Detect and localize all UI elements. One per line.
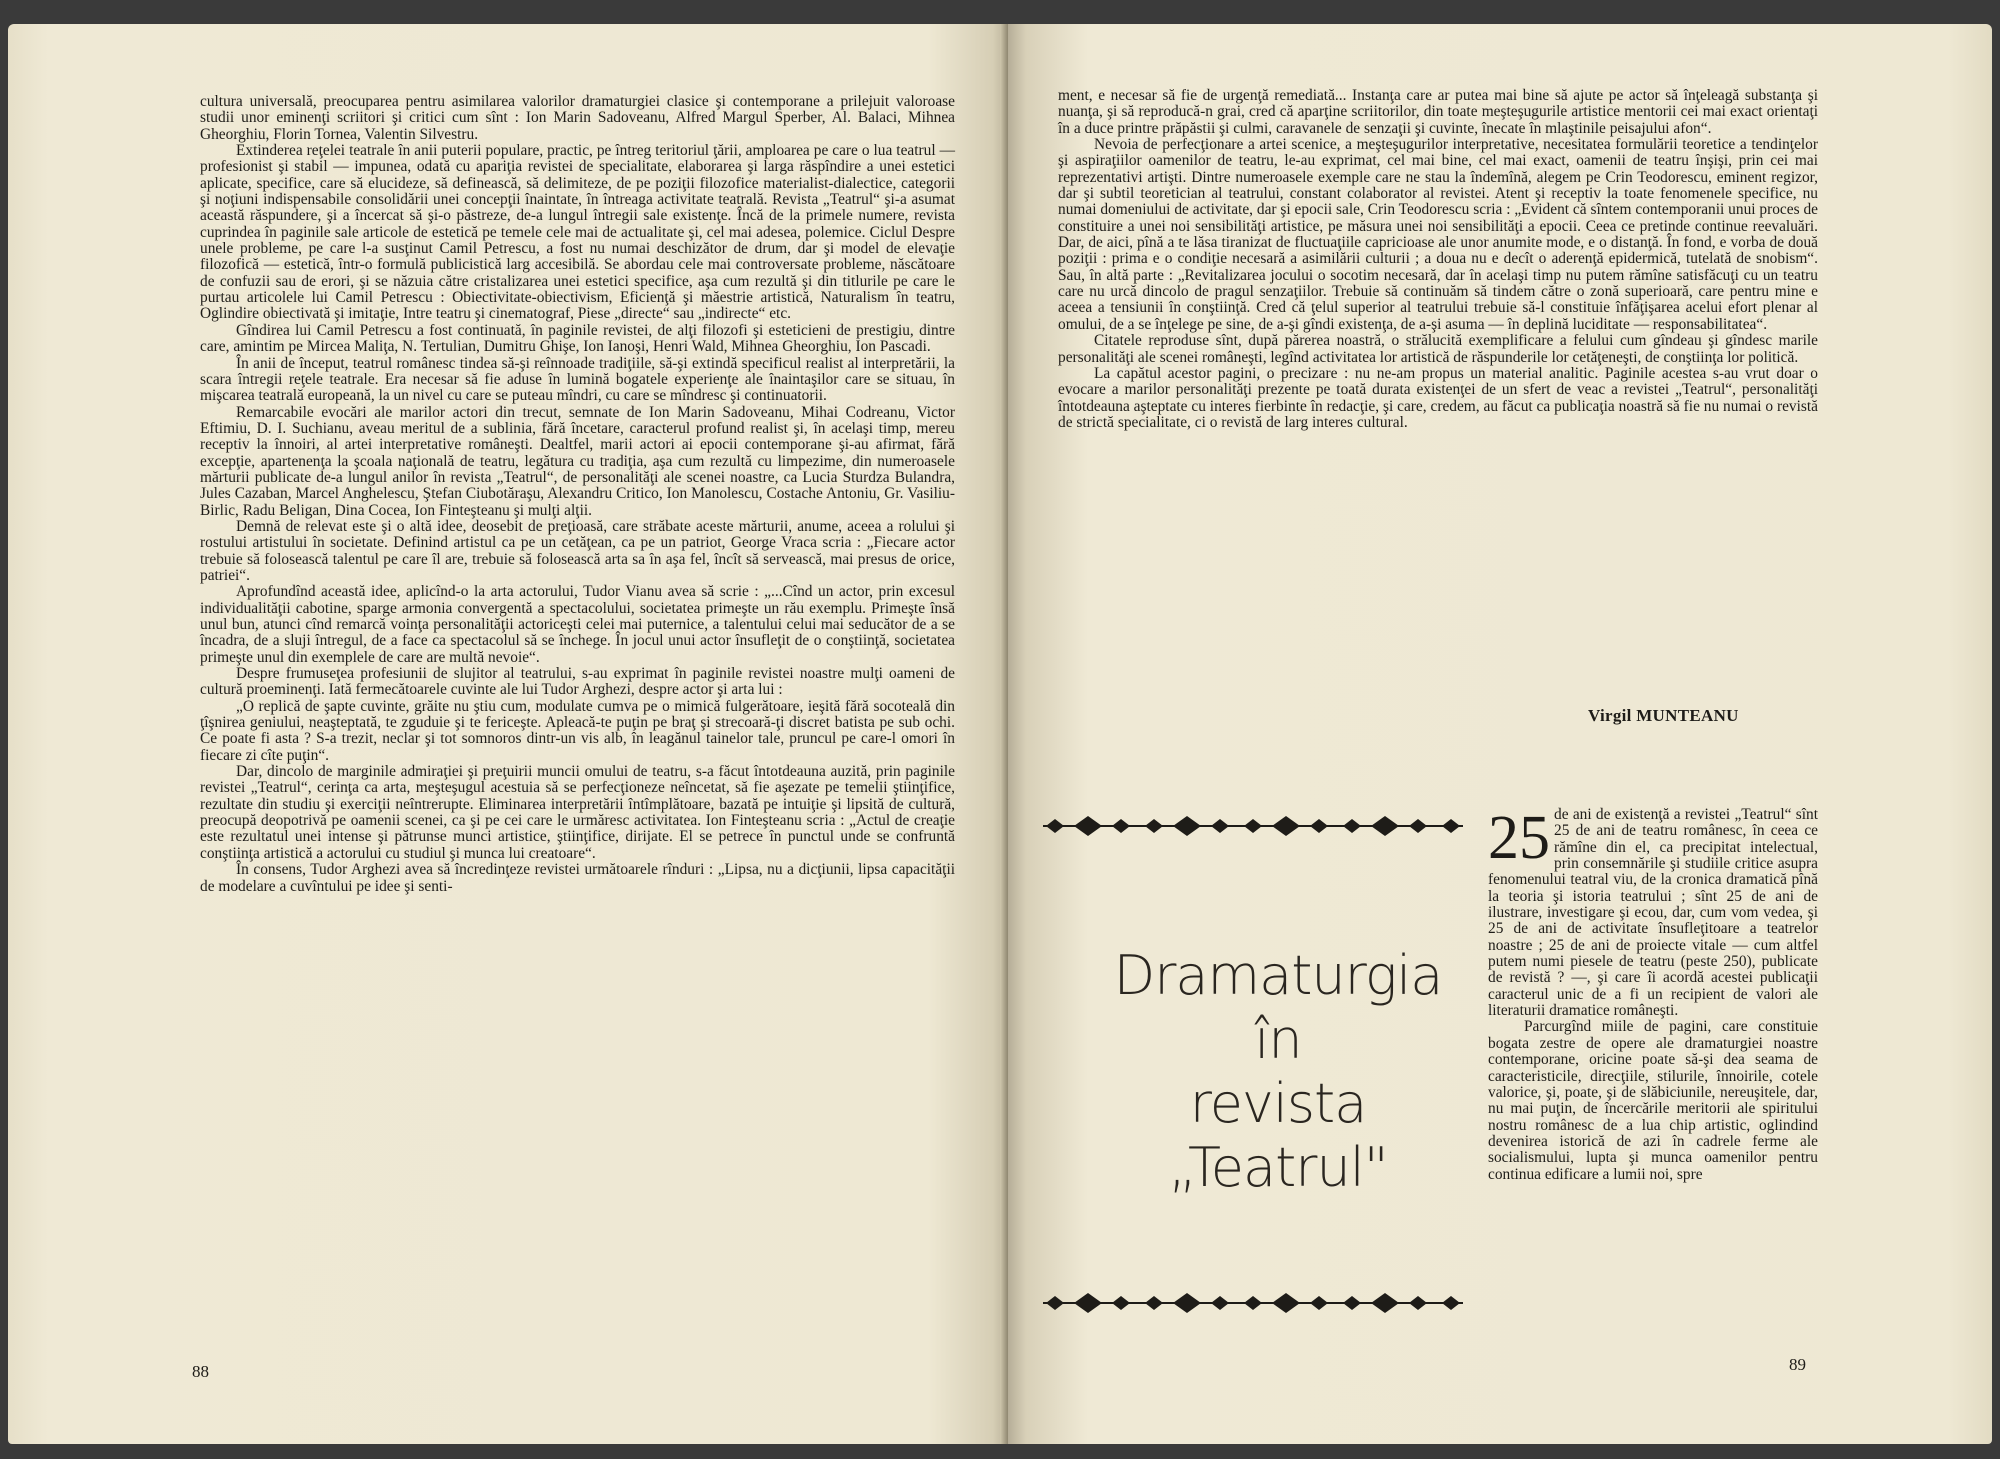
ornament-diamond <box>1074 1293 1102 1313</box>
paragraph: Demnă de relevat este şi o altă idee, deosebit de preţioasă, care străbate aceste mărturii, anume, aceea a rolului şi rostului artistului în societate. Definind artistul ca pe un cetăţean, ca pe un patriot, George Vraca scria : „Fiecare actor trebuie să folosească talentul pe care îl are, trebuie să folosească arta sa în aşa fel, încît să servească, mai presus de orice, patriei“. <box>200 517 955 584</box>
ornament-diamond <box>1409 819 1427 833</box>
paragraph: cultura universală, preocuparea pentru asimilarea valorilor dramaturgiei clasice şi contemporane a prilejuit valoroase studii unor eminenţi scriitori şi critici cum sînt : Ion Marin Sadoveanu, Alfred Margul Sperber, Al. Balaci, Mihnea Gheorghiu, Florin Tornea, Valentin Silvestru. <box>200 93 955 143</box>
paragraph: ment, e necesar să fie de urgenţă remediată... Instanţa care ar putea mai bine să ajute pe actor să înţeleagă substanţa şi nuanţa, şi să reproducă-n grai, cred că aparţine scriitorilor, din toate meşteşugurile artistice mentorii cei mai exact orientaţi în a duce printre prăpăstii şi culmi, caravanele de senzaţii şi cuvinte, înecate în mlaştinile peisajului afon“. <box>1058 87 1818 137</box>
paragraph: Citatele reproduse sînt, după părerea noastră, o strălucită exemplificare a felului cum gîndeau şi gîndesc marile personalităţi ale scenei româneşti, legînd activitatea lor artistică de răspunderile lor cetăţeneşti, de conştiinţa lor politică. <box>1058 332 1818 366</box>
ornament-diamond <box>1244 819 1262 833</box>
author-signature: Virgil MUNTEANU <box>1588 706 1739 725</box>
ornament-diamond <box>1145 819 1163 833</box>
ornament-diamond <box>1173 1293 1201 1313</box>
ornament-diamond <box>1409 1296 1427 1310</box>
right-page-number: 89 <box>1789 1355 1806 1374</box>
paragraph: Gîndirea lui Camil Petrescu a fost continuată, în paginile revistei, de alţi filozofi şi esteticieni de prestigiu, dintre care, amintim pe Mircea Maliţa, N. Tertulian, Dumitru Ghişe, Ion Ianoşi, Henri Wald, Mihnea Gheorghiu, Ion Pascadi. <box>200 321 955 356</box>
ornament-diamond <box>1371 1293 1399 1313</box>
paragraph: Aprofundînd această idee, aplicînd-o la arta actorului, Tudor Vianu avea să scrie : „...Cînd un actor, prin excesul individualităţii cabotine, sparge armonia convergentă a spectacolului, societatea primeşte un rău exemplu. Primeşte însă unul bun, atunci cînd remarcă voinţa personalităţii actoriceşti celei mai puternice, a talentului celui mai seducător de a se încadra, de a sluji întregul, de a face ca spectacolul să se închege. În jocul unui actor însufleţit de o conştiinţă, societatea primeşte unul din exemplele de care are multă nevoie“. <box>200 583 955 666</box>
ornament-diamond <box>1046 819 1064 833</box>
left-page-number: 88 <box>192 1362 209 1381</box>
ornament-diamond <box>1112 819 1130 833</box>
paragraph: „O replică de şapte cuvinte, grăite nu ştiu cum, modulate cumva pe o mimică fulgerătoare, ieşită fără socoteală din ţîşnirea geniului, neaşteptată, te zguduie şi te fericeşte. Apleacă-te puţin pe braţ şi strecoară-ţi discret batista pe sub ochi. Ce poate fi asta ? S-a trezit, neclar şi tot somnoros dintr-un vis alb, în leagănul tainelor tale, pruncul pe care-l omori în fiecare zi cîte puţin“. <box>200 697 955 764</box>
ornament-diamond <box>1343 819 1361 833</box>
ornament-diamond <box>1343 1296 1361 1310</box>
paragraph: Parcurgînd miile de pagini, care constituie bogata zestre de opere ale dramaturgiei noastre contemporane, oricine poate să-şi dea seama de caracteristicile, direcţiile, stilurile, înnoirile, cotele valorice, şi, poate, şi de slăbiciunile, nereuşitele, dar, nu mai puţin, de încercările meritorii ale spiritului nostru românesc de a lua chip artistic, oglindind devenirea istorică de azi în cadrele ferme ale socialismului, lupta şi munca oamenilor pentru continua edificare a lumii noi, spre <box>1488 1018 1818 1183</box>
ornament-diamond <box>1310 1296 1328 1310</box>
ornament-diamond <box>1046 1296 1064 1310</box>
paragraph: Despre frumuseţea profesiunii de slujitor al teatrului, s-au exprimat în paginile revistei noastre mulţi oameni de cultură proeminenţi. Iată fermecătoarele cuvinte ale lui Tudor Arghezi, despre actor şi arta lui : <box>200 665 955 699</box>
paragraph: Extinderea reţelei teatrale în anii puterii populare, practic, pe întreg teritoriul ţării, amploarea pe care o lua teatrul — profesionist şi stabil — impunea, odată cu apariţia revistei de specialitate, elaborarea şi larga răspîndire a unei estetici aplicate, specifice, care să elucideze, să definească, să delimiteze, de pe poziţii filozofice materialist-dialectice, categorii şi noţiuni indispensabile consolidării unei concepţii înaintate, în întreaga activitate teatrală. Revista „Teatrul“ şi-a asumat această răspundere, şi a încercat să şi-o păstreze, de-a lungul întregii sale existenţe. Încă de la primele numere, revista cuprindea în paginile sale articole de estetică pe temele cele mai de actualitate şi, cel mai adesea, polemice. Ciclul Despre unele probleme, pe care l-a susţinut Camil Petrescu, a fost nu numai deschizător de drum, dar şi model de elevaţie filozofică — estetică, într-o formulă publicistică larg accesibilă. Se abordau cele mai controversate probleme, născătoare de confuzii sau de erori, şi se năzuia către cristalizarea unei estetici specifice, aşa cum rezultă şi din titlurile pe care le purtau articolele lui Camil Petrescu : Obiectivitate-obiectivism, Eficienţă şi măestrie artistică, Naturalism în teatru, Oglindire obiectivată şi imitaţie, Intre teatru şi cinematograf, Piese „directe“ sau „indirecte“ etc. <box>200 142 955 323</box>
ornament-diamond <box>1211 1296 1229 1310</box>
right-page-text-column <box>1058 88 1818 431</box>
ornament-diamond <box>1211 819 1229 833</box>
ornament-diamond <box>1112 1296 1130 1310</box>
ornament-diamond <box>1310 819 1328 833</box>
ornament-diamond <box>1272 1293 1300 1313</box>
ornament-diamond <box>1244 1296 1262 1310</box>
paragraph: La capătul acestor pagini, o precizare : nu ne-am propus un material analitic. Paginile acestea s-au vrut doar o evocare a marilor personalităţi prezente pe toată durata existenţei de un sfert de veac a revistei „Teatrul“, personalităţi întotdeauna aşteptate cu interes fierbinte în redacţie, şi care, credem, au făcut ca publicaţia noastră să fie nu numai o revistă de strictă specialitate, ci o revistă de larg interes cultural. <box>1058 364 1818 431</box>
article-title-line-2: în <box>1254 1008 1302 1071</box>
right-page <box>1008 24 1992 1444</box>
ornament-diamond <box>1371 816 1399 836</box>
diamond-chain-ornament-icon <box>1043 1292 1463 1314</box>
ornament-diamond <box>1272 816 1300 836</box>
ornament-diamond <box>1074 816 1102 836</box>
article-side-column <box>1488 804 1818 1183</box>
paragraph: Nevoia de perfecţionare a artei scenice, a meşteşugurilor interpretative, necesitatea formulării teoretice a tendinţelor şi aspiraţiilor oamenilor de teatru, le-au exprimat, cel mai bine, cel mai exact, oamenii de teatru înşişi, prin cei mai reprezentativi artişti. Dintre numeroasele exemple care ne stau la îndemînă, alegem pe Crin Teodorescu, eminent regizor, dar şi subtil teoretician al teatrului, constant colaborator al revistei. Atent şi receptiv la toate fenomenele specifice, nu numai domeniului de activitate, dar şi epocii sale, Crin Teodorescu scria : „Evident că sîntem contemporanii unui proces de constituire a unei noi sensibilităţi artistice, pe măsura unei noi sensibilităţi a epocii. Ceea ce pretinde continue reevaluări. Dar, de aici, pînă a te lăsa tiranizat de fluctuaţiile capricioase ale unor anumite mode, e o distanţă. În fond, e vorba de două poziţii : prima e o condiţie necesară a asimilării culturii ; a doua nu e decît o aderenţă epidermică, tutelată de snobism“. Sau, în altă parte : „Revitalizarea jocului o socotim necesară, dar în acelaşi timp nu putem rămîne satisfăcuţi cu un teatru care nu urcă dincolo de pragul senzaţiilor. Trebuie să continuăm să tindem către o zonă superioară, care pentru mine e aceea a tensiunii în conştiinţă. Cred că ţelul superior al teatrului trebuie să-l constituie înfăţişarea acelui efort plenar al omului, de a se înţelege pe sine, de a-şi gîndi existenţa, de a-şi asuma — în deplină luciditate — responsabilitatea“. <box>1058 136 1818 333</box>
ornament-diamond <box>1173 816 1201 836</box>
drop-cap: 25 <box>1488 804 1550 872</box>
ornament-diamond <box>1145 1296 1163 1310</box>
article-title-line-4: „Teatrul" <box>1168 1136 1388 1199</box>
paragraph: În consens, Tudor Arghezi avea să încredinţeze revistei următoarele rînduri : „Lipsa, nu a dicţiunii, lipsa capacităţii de modelare a cuvîntului pe idee şi senti- <box>200 861 955 895</box>
ornament-diamond <box>1442 1296 1460 1310</box>
left-page <box>8 24 1008 1444</box>
article-title-line-3: revista <box>1189 1072 1367 1135</box>
paragraph: de ani de existenţă a revistei „Teatrul“ sînt 25 de ani de teatru românesc, în ceea ce rămîne din el, ca precipitat intelectual, prin consemnările şi studiile critice asupra fenomenului teatral viu, de la cronica dramatică pînă la teoria şi istoria teatrului ; sînt 25 de ani de ilustrare, investigare şi ecou, dar, cum vom vedea, şi 25 de ani de activitate însufleţitoare a teatrelor noastre ; 25 de ani de proiecte vitale — cum altfel putem numi piesele de teatru (peste 250), publicate de revistă ? —, şi care îi acordă acestei publicaţii caracterul unic de a fi un recipient de valori ale literaturii dramatice româneşti. <box>1488 806 1818 1020</box>
diamond-chain-ornament-icon <box>1043 815 1463 837</box>
paragraph: Remarcabile evocări ale marilor actori din trecut, semnate de Ion Marin Sadoveanu, Mihai Codreanu, Victor Eftimiu, D. I. Suchianu, aveau meritul de a sublinia, fără încetare, caracterul profund realist şi, în acelaşi timp, mereu receptiv la înnoiri, al artei interpretative româneşti. Dealtfel, marii actori ai epocii contemporane şi-au afirmat, fără excepţie, apartenenţa la şcoala naţională de teatru, legătura cu tradiţia, aşa cum rezultă cu limpezime, din numeroasele mărturii publicate de-a lungul anilor în revista „Teatrul“, de personalităţi ale scenei noastre, ca Lucia Sturdza Bulandra, Jules Cazaban, Marcel Anghelescu, Ştefan Ciubotăraşu, Alexandru Critico, Ion Manolescu, Costache Antoniu, Gr. Vasiliu-Birlic, Radu Beligan, Dina Cocea, Ion Finteşteanu şi mulţi alţii. <box>200 403 955 519</box>
paragraph: În anii de început, teatrul românesc tindea să-şi reînnoade tradiţiile, să-şi extindă specificul realist al interpretării, la scara întregii reţele teatrale. Era necesar să fie aduse în lumină bogatele experienţe ale înaintaşilor care se situau, în mişcarea teatrală europeană, la un nivel cu care se puteau mîndri, cu care se mîndresc şi continuatorii. <box>200 354 955 405</box>
ornament-diamond <box>1442 819 1460 833</box>
article-title-line-1: Dramaturgia <box>1113 944 1443 1007</box>
left-page-text-column <box>200 94 955 895</box>
paragraph: Dar, dincolo de marginile admiraţiei şi preţuirii muncii omului de teatru, s-a făcut întotdeauna auzită, prin paginile revistei „Teatrul“, cerinţa ca arta, meşteşugul acestuia să se perfecţioneze neîncetat, să fie aşezate pe temelii ştiinţifice, rezultate din studiu şi exerciţii neîntrerupte. Eliminarea interpretării întîmplătoare, bazată pe intuiţie şi lipsită de cultură, preocupă deopotrivă pe oamenii scenei, ca şi pe cei care le urmăresc activitatea. Ion Finteşteanu scria : „Actul de creaţie este rezultatul unei intense şi pătrunse munci artistice, ştiinţifice, dirijate. El se petrece în punctul unde se confruntă conştiinţa artistică a actorului cu studiul şi munca lui creatoare“. <box>200 763 955 862</box>
article-title <box>1058 944 1498 1200</box>
